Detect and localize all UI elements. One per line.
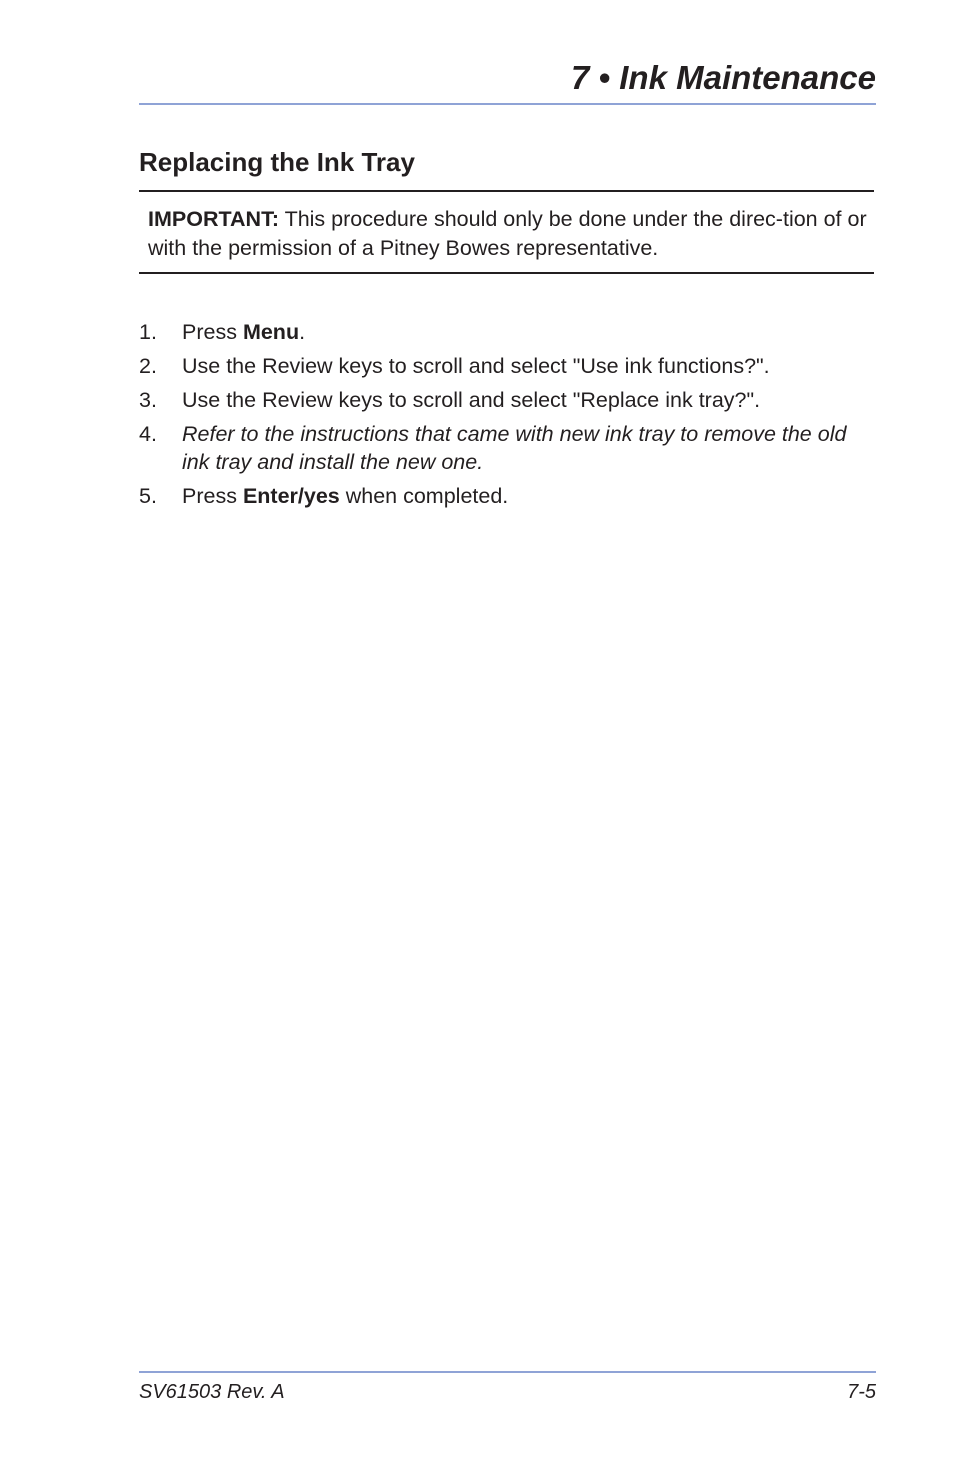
important-notice-text xyxy=(148,205,868,263)
step-number: 2. xyxy=(139,354,157,378)
chapter-title: 7 • Ink Maintenance xyxy=(571,59,876,96)
step-1 xyxy=(139,318,874,346)
step-3 xyxy=(139,386,874,414)
step-text: Use the Review keys to scroll and select "Use ink functions?". xyxy=(182,354,770,378)
step-text: when completed. xyxy=(339,484,509,508)
step-text: Refer to the instructions that came with new ink tray to remove the old ink tray and install the new one. xyxy=(182,422,847,474)
section-title: Replacing the Ink Tray xyxy=(139,147,415,177)
step-text: Use the Review keys to scroll and select "Replace ink tray?". xyxy=(182,388,761,412)
step-number: 5. xyxy=(139,484,157,508)
step-2 xyxy=(139,352,874,380)
important-label: IMPORTANT: xyxy=(148,207,279,231)
footer-doc-id: SV61503 Rev. A xyxy=(139,1381,285,1403)
header-rule xyxy=(139,103,876,105)
step-number: 4. xyxy=(139,422,157,446)
step-5 xyxy=(139,482,874,510)
step-number: 1. xyxy=(139,320,157,344)
step-number: 3. xyxy=(139,388,157,412)
step-text: . xyxy=(299,320,306,344)
important-notice xyxy=(139,190,874,274)
step-text: Press xyxy=(182,320,243,344)
step-key-enter-yes: Enter/yes xyxy=(242,484,340,508)
footer-page-number: 7-5 xyxy=(847,1381,876,1403)
procedure-steps xyxy=(139,318,874,516)
step-key-menu: Menu xyxy=(242,320,300,344)
important-body: This procedure should only be done under the direc-tion of or with the permission of a Pitney Bowes representative. xyxy=(148,207,867,260)
step-4 xyxy=(139,420,874,476)
step-text: Press xyxy=(182,484,243,508)
footer-rule xyxy=(139,1371,876,1373)
